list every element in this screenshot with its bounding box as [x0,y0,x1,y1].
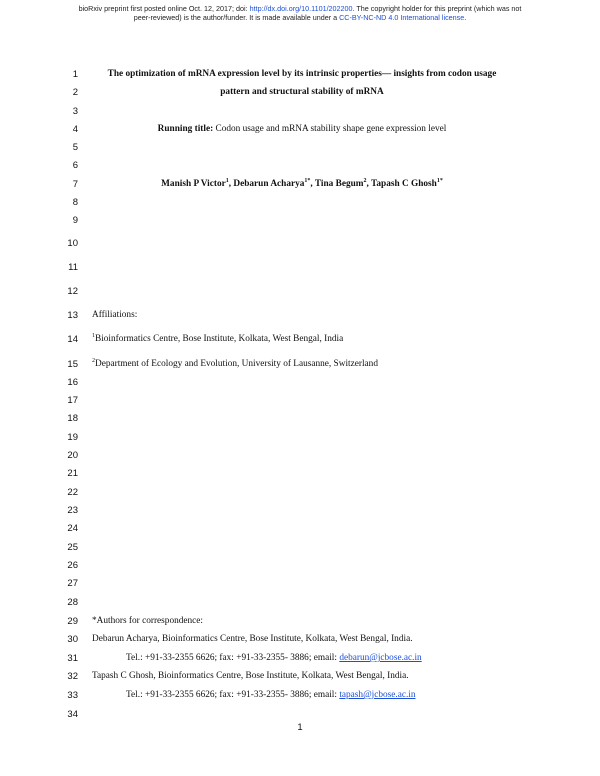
line-number: 15 [67,359,78,370]
author-name: Manish P Victor [161,179,226,189]
line-number: 17 [67,395,78,406]
paper-title-line-2: pattern and structural stability of mRNA [220,87,384,97]
author-name: Tina Begum [314,179,364,189]
line-number: 18 [67,413,78,424]
line-number: 32 [67,671,78,682]
line-number: 1 [72,69,78,80]
line-number: 21 [67,468,78,479]
correspondence-contact-2 [126,690,416,700]
banner-text: . [464,13,467,22]
line-number: 24 [67,523,78,534]
paper-title-line-1: The optimization of mRNA expression level by its intrinsic properties— insights from codon usage [107,69,497,79]
line-number: 6 [72,160,78,171]
line-number: 31 [67,653,78,664]
line-number: 9 [72,215,78,226]
affiliation-marker: 1 [92,333,95,339]
affiliation-item [92,334,343,344]
banner-line-2 [0,13,600,22]
affiliation-text: Department of Ecology and Evolution, University of Lausanne, Switzerland [95,359,378,369]
line-number: 7 [72,179,78,190]
line-number: 20 [67,450,78,461]
line-number: 8 [72,197,78,208]
line-number: 2 [72,87,78,98]
running-title-label: Running title: [157,124,214,134]
line-number: 29 [67,616,78,627]
author-affiliation-marker: 2 [363,178,367,184]
correspondence-heading: *Authors for correspondence: [92,616,204,626]
running-title-text: Codon usage and mRNA stability shape gene expression level [213,124,447,134]
correspondence-author-1: Debarun Acharya, Bioinformatics Centre, Bose Institute, Kolkata, West Bengal, India. [92,634,413,644]
affiliation-marker: 2 [92,358,95,364]
line-number: 28 [67,597,78,608]
doi-link[interactable]: http://dx.doi.org/10.1101/202200 [249,4,353,13]
banner-text: . The copyright holder for this preprint (which was not [352,4,522,13]
affiliation-text: Bioinformatics Centre, Bose Institute, Kolkata, West Bengal, India [95,334,344,344]
page-number: 1 [297,722,303,733]
contact-text: Tel.: +91-33-2355 6626; fax: +91-33-2355- 3886; email: [126,653,340,663]
line-number: 5 [72,142,78,153]
line-number: 26 [67,560,78,571]
author-affiliation-marker: 1* [436,178,443,184]
author-separator: , [366,179,372,189]
line-number: 27 [67,578,78,589]
line-number: 13 [67,310,78,321]
line-number: 23 [67,505,78,516]
author-list [92,179,512,189]
line-number: 33 [67,690,78,701]
line-number: 3 [72,106,78,117]
line-number: 25 [67,542,78,553]
author-affiliation-marker: 1 [225,178,229,184]
author-name: Debarun Acharya [233,179,305,189]
correspondence-contact-1 [126,653,422,663]
correspondence-author-2: Tapash C Ghosh, Bioinformatics Centre, Bose Institute, Kolkata, West Bengal, India. [92,671,409,681]
line-number: 14 [67,334,78,345]
license-link[interactable]: CC-BY-NC-ND 4.0 International license [339,13,465,22]
author-separator: , [228,179,234,189]
running-title [92,124,512,134]
line-number: 4 [72,124,78,135]
line-number: 10 [67,238,78,249]
line-number: 30 [67,634,78,645]
author-separator: , [310,179,315,189]
author-name: Tapash C Ghosh [371,179,437,189]
email-link[interactable]: debarun@jcbose.ac.in [339,653,422,663]
line-number: 19 [67,432,78,443]
email-link[interactable]: tapash@jcbose.ac.in [339,690,416,700]
line-number: 12 [67,286,78,297]
contact-text: Tel.: +91-33-2355 6626; fax: +91-33-2355- 3886; email: [126,690,340,700]
affiliations-heading: Affiliations: [92,310,138,320]
line-number: 11 [68,262,78,273]
affiliation-item [92,359,378,369]
banner-text: bioRxiv preprint first posted online Oct. 12, 2017; doi: [78,4,250,13]
line-number: 34 [67,709,78,720]
line-number: 16 [67,377,78,388]
banner-line-1 [0,4,600,13]
banner-text: peer-reviewed) is the author/funder. It is made available under a [133,13,340,22]
author-affiliation-marker: 1* [304,178,311,184]
preprint-banner [0,4,600,22]
line-number: 22 [67,487,78,498]
